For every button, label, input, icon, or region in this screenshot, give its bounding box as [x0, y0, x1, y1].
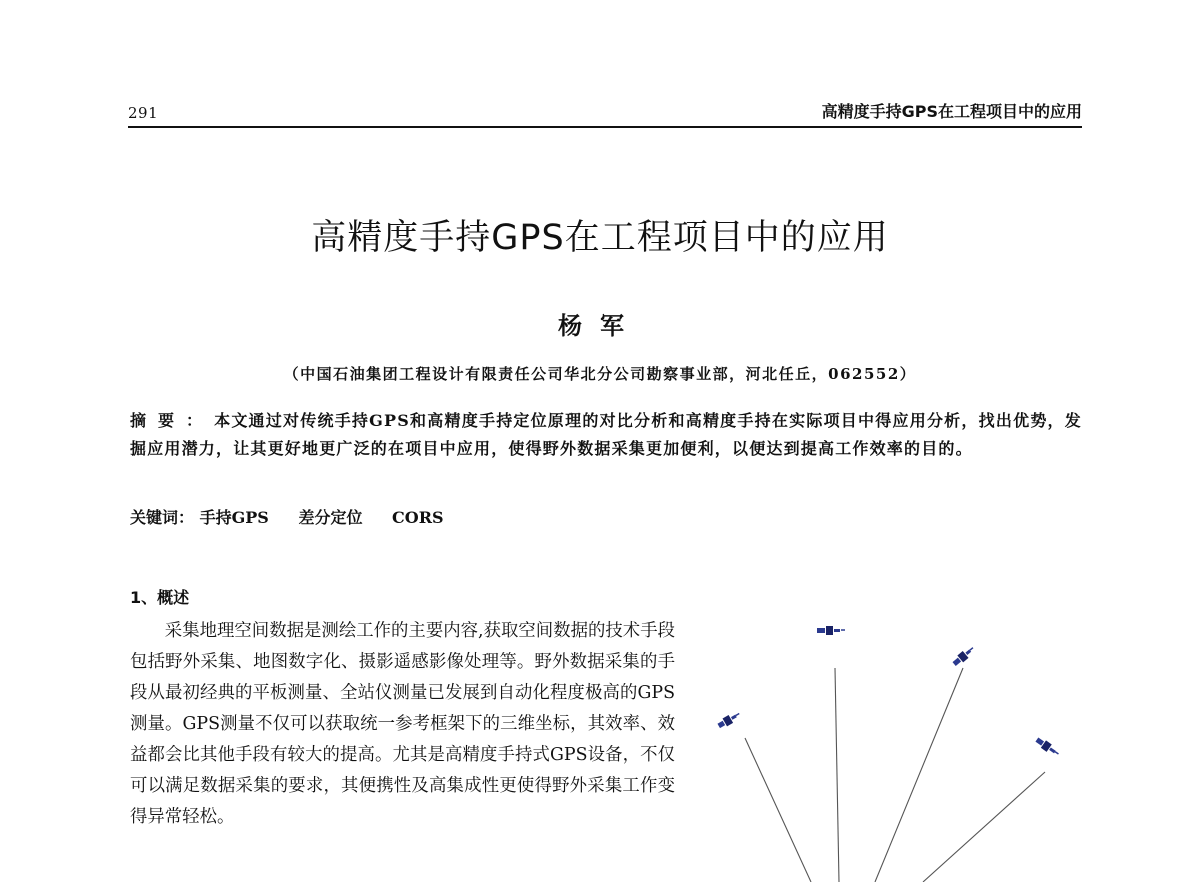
signal-lines: [745, 668, 1045, 882]
abstract: [130, 407, 1082, 463]
paper-title: 高精度手持GPS在工程项目中的应用: [311, 218, 889, 258]
section-heading: 1、概述: [130, 588, 190, 607]
signal-line: [923, 772, 1045, 882]
page-number: 291: [128, 104, 159, 122]
keyword-2: 差分定位: [298, 508, 363, 527]
keywords-label: 关键词：: [130, 508, 195, 527]
keywords: [130, 505, 468, 528]
signal-line: [835, 668, 839, 882]
signal-line: [745, 738, 811, 882]
keyword-3: CORS: [392, 508, 444, 527]
satellite-icon: [951, 645, 976, 668]
signal-line: [875, 668, 963, 882]
body-paragraph: 采集地理空间数据是测绘工作的主要内容,获取空间数据的技术手段包括野外采集、地图数字化、摄影遥感影像处理等。野外数据采集的手段从最初经典的平板测量、全站仪测量已发展到自动化程度极高的GPS测量。GPS测量不仅可以获取统一参考框架下的三维坐标，其效率、效益都会比其他手段有较大的提高。尤其是高精度手持式GPS设备，不仅可以满足数据采集的要求，其便携性及高集成性更使得野外采集工作变得异常轻松。: [130, 621, 675, 827]
satellite-icon: [716, 710, 741, 730]
running-title: 高精度手持GPS在工程项目中的应用: [821, 102, 1082, 121]
author-affiliation: （中国石油集团工程设计有限责任公司华北分公司勘察事业部，河北任丘，062552）: [283, 365, 917, 383]
satellite-figure: [705, 610, 1085, 882]
page-header: [128, 88, 1082, 128]
satellite-icon: [817, 626, 845, 635]
author-name: 杨军: [558, 312, 642, 340]
abstract-text: 本文通过对传统手持GPS和高精度手持定位原理的对比分析和高精度手持在实际项目中得应用分析，找出优势，发掘应用潜力，让其更好地更广泛的在项目中应用，使得野外数据采集更加便利，以便达到提高工作效率的目的。: [130, 411, 1082, 458]
satellite-icon: [1034, 736, 1060, 758]
section-body: [130, 616, 675, 882]
abstract-label: 摘要：: [130, 411, 215, 430]
keyword-1: 手持GPS: [199, 508, 269, 527]
